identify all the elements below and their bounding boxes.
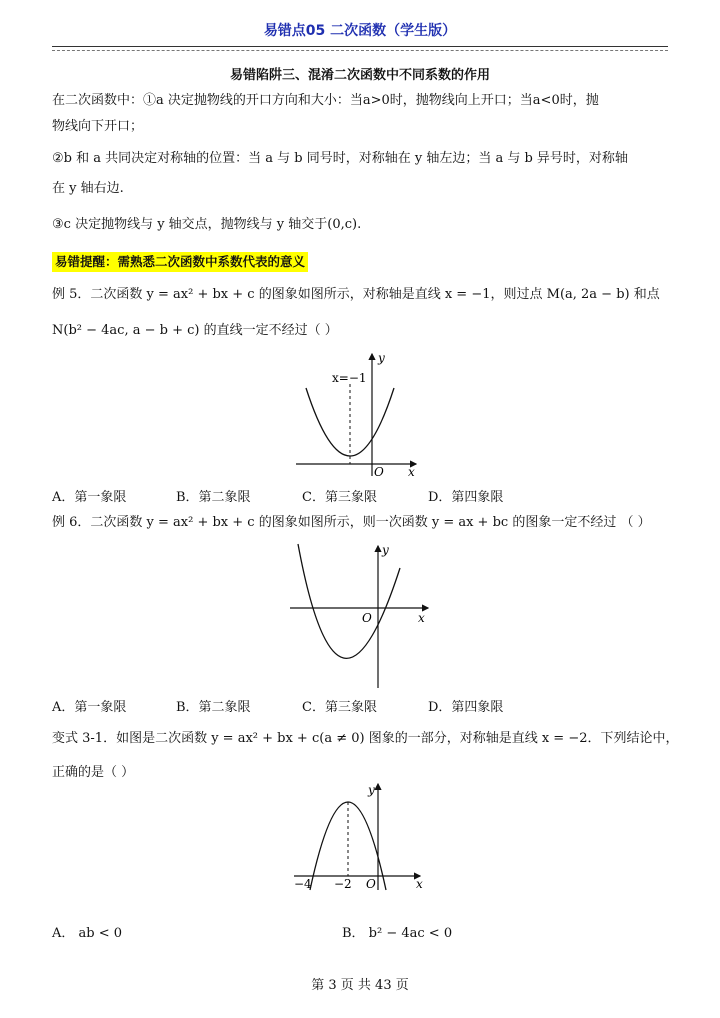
example6-graph <box>286 540 436 690</box>
variant31-line-2: 正确的是（ ） <box>52 765 135 780</box>
y-axis-label: y <box>382 543 389 557</box>
intro-line-1: 在二次函数中：①a 决定抛物线的开口方向和大小：当a>0时，抛物线向上开口；当a<0时，抛 <box>52 93 599 108</box>
intro-line-3: ②b 和 a 共同决定对称轴的位置：当 a 与 b 同号时，对称轴在 y 轴左边；当 a 与 b 异号时，对称轴 <box>52 151 628 166</box>
symmetry-axis-label: x=−1 <box>332 371 367 385</box>
tick-label-neg2: −2 <box>334 877 352 891</box>
example6-option-c: C．第三象限 <box>302 700 377 715</box>
example6-option-d: D．第四象限 <box>428 700 504 715</box>
y-axis-label: y <box>368 783 375 797</box>
y-axis-label: y <box>378 351 385 365</box>
example5-line-2: N(b² − 4ac, a − b + c) 的直线一定不经过（ ） <box>52 323 338 338</box>
section-title: 易错陷阱三、混淆二次函数中不同系数的作用 <box>229 68 490 83</box>
intro-line-2: 物线向下开口； <box>52 119 144 134</box>
origin-label: O <box>362 611 372 625</box>
example5-line-1: 例 5．二次函数 y = ax² + bx + c 的图象如图所示，对称轴是直线 x = −1，则过点 M(a, 2a − b) 和点 <box>52 287 660 302</box>
page-header-title: 易错点05 二次函数（学生版） <box>263 23 457 39</box>
variant31-option-a: A． ab < 0 <box>52 926 123 941</box>
example6-option-a: A．第一象限 <box>52 700 127 715</box>
intro-line-5: ③c 决定抛物线与 y 轴交点，抛物线与 y 轴交于(0,c). <box>52 217 362 232</box>
example5-option-d: D．第四象限 <box>428 490 504 505</box>
variant31-graph <box>290 780 430 894</box>
tick-label-neg4: −4 <box>294 877 312 891</box>
example5-option-c: C．第三象限 <box>302 490 377 505</box>
intro-line-4: 在 y 轴右边. <box>52 181 124 196</box>
x-axis-label: x <box>416 877 423 891</box>
header-rule <box>52 46 668 47</box>
origin-label: O <box>374 465 384 479</box>
variant31-option-b: B． b² − 4ac < 0 <box>342 926 453 941</box>
example5-graph <box>296 348 426 480</box>
page-footer: 第 3 页 共 43 页 <box>311 978 409 993</box>
example5-option-a: A．第一象限 <box>52 490 127 505</box>
parabola <box>298 544 400 658</box>
variant31-line-1: 变式 3-1．如图是二次函数 y = ax² + bx + c(a ≠ 0) 图象的一部分，对称轴是直线 x = −2．下列结论中， <box>52 731 679 746</box>
origin-label: O <box>366 877 376 891</box>
example6-line-1: 例 6．二次函数 y = ax² + bx + c 的图象如图所示，则一次函数 y = ax + bc 的图象一定不经过 （ ） <box>52 515 651 530</box>
x-axis-label: x <box>418 611 425 625</box>
tip-banner: 易错提醒：需熟悉二次函数中系数代表的意义 <box>52 252 308 272</box>
x-axis-label: x <box>408 465 415 479</box>
header-rule-dashed <box>52 50 668 51</box>
example5-option-b: B．第二象限 <box>176 490 251 505</box>
example6-option-b: B．第二象限 <box>176 700 251 715</box>
